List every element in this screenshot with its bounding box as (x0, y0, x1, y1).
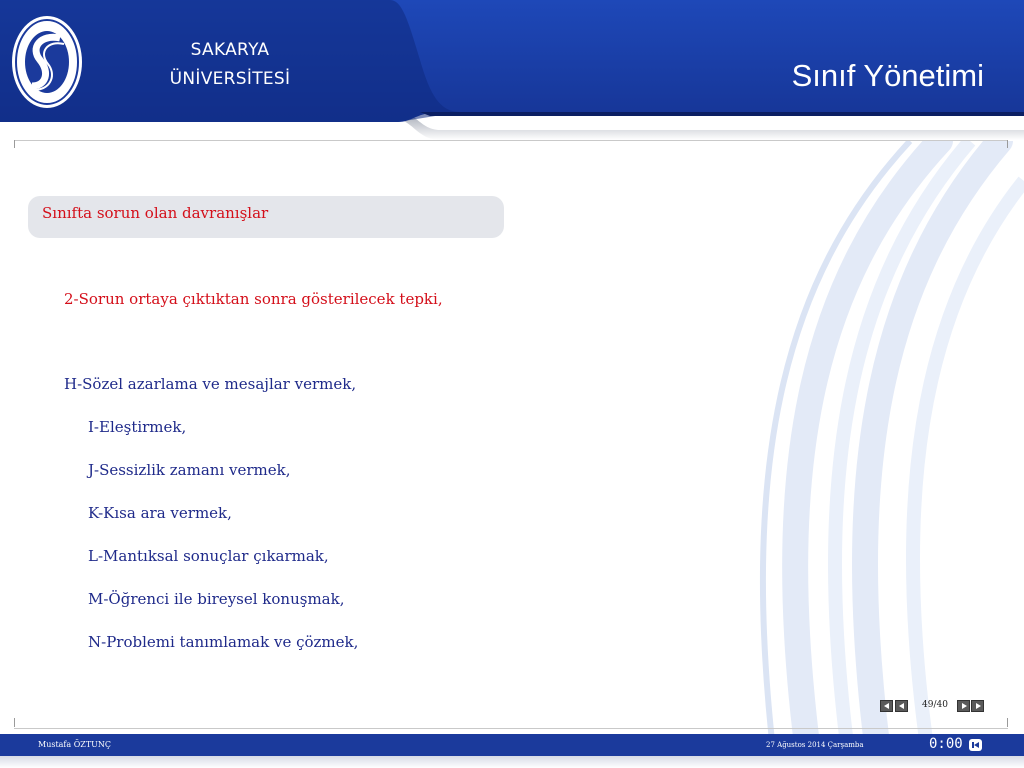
sub-heading: 2-Sorun ortaya çıktıktan sonra gösterilecek tepki, (64, 290, 443, 308)
university-name-line1: SAKARYA (190, 40, 270, 60)
section-title: Sınıfta sorun olan davranışlar (42, 204, 269, 222)
next-icon (976, 703, 981, 709)
prev-icon (884, 703, 889, 709)
university-name-line2: ÜNİVERSİTESİ (169, 69, 291, 89)
page-counter: 49/40 (922, 700, 948, 710)
last-slide-button[interactable] (971, 700, 984, 712)
first-slide-button[interactable] (880, 700, 893, 712)
frame-corner (14, 718, 15, 727)
university-name (150, 36, 310, 94)
slide-footer (0, 734, 1024, 756)
prev-slide-button[interactable] (895, 700, 908, 712)
footer-shadow (0, 756, 1024, 768)
list-item: K-Kısa ara vermek, (88, 504, 232, 522)
slide-header (0, 0, 1024, 140)
next-slide-button[interactable] (957, 700, 970, 712)
list-item: M-Öğrenci ile bireysel konuşmak, (88, 590, 345, 608)
frame-corner (14, 140, 15, 148)
list-item: H-Sözel azarlama ve mesajlar vermek, (64, 375, 357, 393)
list-item: J-Sessizlik zamanı vermek, (88, 461, 291, 479)
prev-icon (899, 703, 904, 709)
slide-date: 27 Ağustos 2014 Çarşamba (766, 741, 864, 749)
slide-title: Sınıf Yönetimi (791, 58, 984, 93)
list-item: I-Eleştirmek, (88, 418, 187, 436)
university-logo (10, 14, 84, 110)
next-icon (962, 703, 967, 709)
list-item: N-Problemi tanımlamak ve çözmek, (88, 633, 359, 651)
list-item: L-Mantıksal sonuçlar çıkarmak, (88, 547, 329, 565)
slide-timer: 0:00 (929, 736, 963, 752)
frame-corner (1007, 718, 1008, 727)
frame-corner (1007, 140, 1008, 148)
author-name: Mustafa ÖZTUNÇ (38, 740, 112, 749)
first-slide-icon[interactable] (969, 739, 982, 751)
